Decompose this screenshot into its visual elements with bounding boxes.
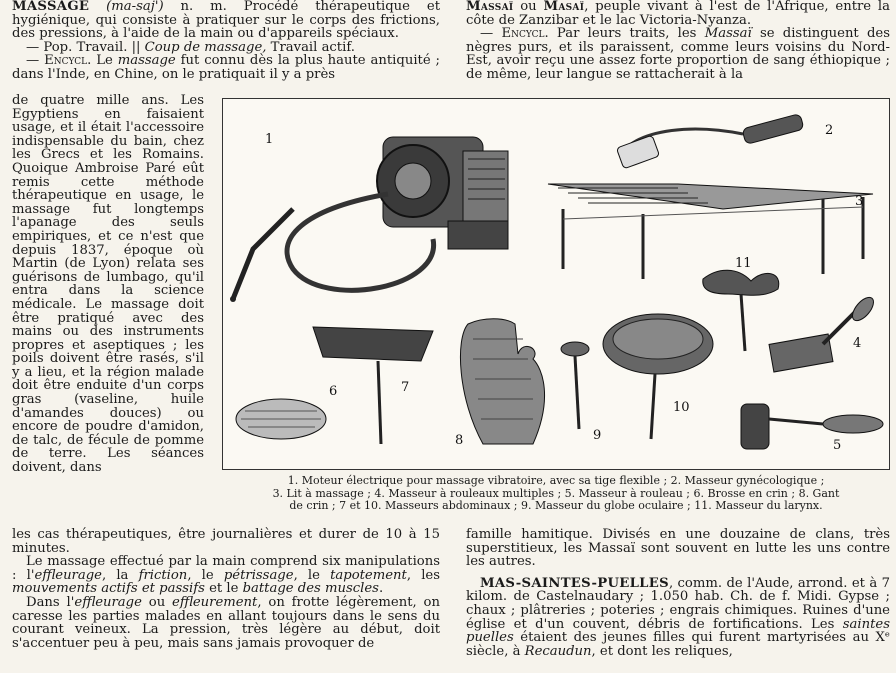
massai-entry <box>466 0 890 82</box>
pop-italic: Coup de massage, <box>144 39 267 55</box>
gynecological-massager-illustration <box>616 114 804 169</box>
multiple-roller-massager-illustration <box>769 294 877 372</box>
caption-line-3: de crin ; 7 et 10. Masseurs abdominaux ; 9. Masseur du globe oculaire ; 11. Masseur du larynx. <box>289 499 823 512</box>
figure-label-7: 7 <box>401 380 410 395</box>
massage-pronunciation: (ma-saj') <box>106 0 164 14</box>
encycl-text-2: fut connu dès la plus haute antiquité ; dans l'Inde, en Chine, on le pratiquait il y a près <box>12 53 440 82</box>
figure-label-2: 2 <box>825 123 834 138</box>
abdominal-massager-10-illustration <box>603 314 713 439</box>
horsehair-glove-illustration <box>460 319 544 444</box>
roller-massager-illustration <box>741 404 883 449</box>
instruments-illustration <box>223 99 889 469</box>
massage-definition: n. m. Procédé thérapeutique et hygiénique, qui consiste à pratiquer sur le corps des frictions, des pressions, à l'aide de la main ou d'appareils spéciaux. <box>12 0 440 42</box>
massai-continuation: famille hamitique. Divisés en une douzaine de clans, très superstitieux, les Massaï sont souvent en lutte les uns contre les autres. <box>466 527 890 570</box>
massage-entry-bottom <box>12 528 440 650</box>
massai-headword-1: Massaï <box>466 0 514 14</box>
massai-headword-2: Masaï <box>543 0 585 14</box>
massage-history-text: de quatre mille ans. Les Egyptiens en faisaient usage, et il était l'accessoire indispensable du bain, chez les Grecs et les Romains. Quoique Ambroise Paré eût remis cette méthode thérapeutique en usage, le massage fut longtemps l'apanage des seuls empiriques, et ce n'est que depuis 1837, époque où Martin (de Lyon) relata ses guérisons de lumbago, qu'il entra dans la science médicale. Le massage doit être pratiqué avec des mains ou des instruments propres et aseptiques ; les poils doivent être rasés, s'il y a lieu, et la région malade doit être enduite d'un corps gras (vaseline, huile d'amandes douces) ou encore de poudre d'amidon, de talc, de fécule de pomme de terre. Les séances doivent, dans <box>12 93 204 476</box>
massage-headword: MASSAGE <box>12 0 90 14</box>
massai-or: ou <box>513 0 544 14</box>
figure-label-9: 9 <box>593 428 602 443</box>
figure-label-3: 3 <box>855 194 864 209</box>
horsehair-brush-illustration <box>236 399 326 439</box>
figure-label-1: 1 <box>265 132 274 147</box>
massage-manipulations-paragraph: Le massage effectué par la main comprend six manipulations : l'effleurage, la friction, le pétrissage, le tapotement, les mouvements actifs et passifs et le battage des muscles. <box>12 554 440 597</box>
electric-motor-illustration <box>230 137 508 302</box>
massai-encycl-italic: Massaï <box>704 26 752 42</box>
figure-label-6: 6 <box>329 384 338 399</box>
massage-bed-illustration <box>548 184 873 279</box>
mas-saintes-puelles-entry: MAS-SAINTES-PUELLES, comm. de l'Aude, arrond. et à 7 kilom. de Castelnaudary ; 1.050 hab. Ch. de f. Midi. Gypse ; chaux ; plâtreries ; poteries ; engrais chimiques. Ruines d'une église et d'un couvent, débris de fortifications. Les saintes puelles étaient des jeunes filles qui furent martyrisées au Xᵉ siècle, à Recaudun, et dont les reliques, <box>466 575 890 659</box>
pop-end: Travail actif. <box>266 39 355 55</box>
figure-label-11: 11 <box>735 256 752 271</box>
massai-definition: , peuple vivant à l'est de l'Afrique, entre la côte de Zanzibar et le lac Victoria-Nyanza. <box>466 0 891 28</box>
massage-instruments-figure <box>222 98 890 470</box>
encycl-italic: massage <box>117 53 176 69</box>
massai-encycl-label: — Encycl. <box>480 26 549 42</box>
massai-encycl-1: Par leurs traits, les <box>548 26 705 42</box>
effleurage-paragraph: Dans l'effleurage ou effleurement, on frotte légèrement, on caresse les parties malades en allant toujours dans le sens du courant veineux. La pression, très légère au début, doit s'accentuer peu à peu, mais sans jamais provoquer de <box>12 594 440 651</box>
figure-label-5: 5 <box>833 438 842 453</box>
larynx-massager-illustration <box>703 270 779 351</box>
massai-encycl-2: se distinguent des nègres purs, et ils paraissent, comme leurs voisins du Nord-Est, avoir reçu une assez forte proportion de sang éthiopique ; de même, leur langue se rattacherait à la <box>466 26 890 82</box>
eyeball-massager-illustration <box>561 342 589 429</box>
massage-sessions-text: les cas thérapeutiques, être journalières et durer de 10 à 15 minutes. <box>12 527 440 556</box>
massage-entry-top <box>12 0 440 82</box>
encycl-label: — Encycl. <box>26 53 92 69</box>
figure-label-4: 4 <box>853 336 862 351</box>
figure-label-10: 10 <box>673 400 690 415</box>
caption-line-1: 1. Moteur électrique pour massage vibratoire, avec sa tige flexible ; 2. Masseur gynécologique ; <box>287 474 825 487</box>
caption-line-2: 3. Lit à massage ; 4. Masseur à rouleaux multiples ; 5. Masseur à rouleau ; 6. Brosse en crin ; 8. Gant <box>272 486 840 500</box>
pop-label: — Pop. Travail. || <box>26 39 145 55</box>
massage-entry-narrow <box>12 94 204 475</box>
figure-caption <box>222 475 890 513</box>
mas-saintes-puelles-headword: MAS-SAINTES-PUELLES <box>480 575 669 591</box>
encycl-text-1: Le <box>91 53 118 69</box>
right-column-bottom <box>466 528 890 658</box>
figure-label-8: 8 <box>455 433 464 448</box>
